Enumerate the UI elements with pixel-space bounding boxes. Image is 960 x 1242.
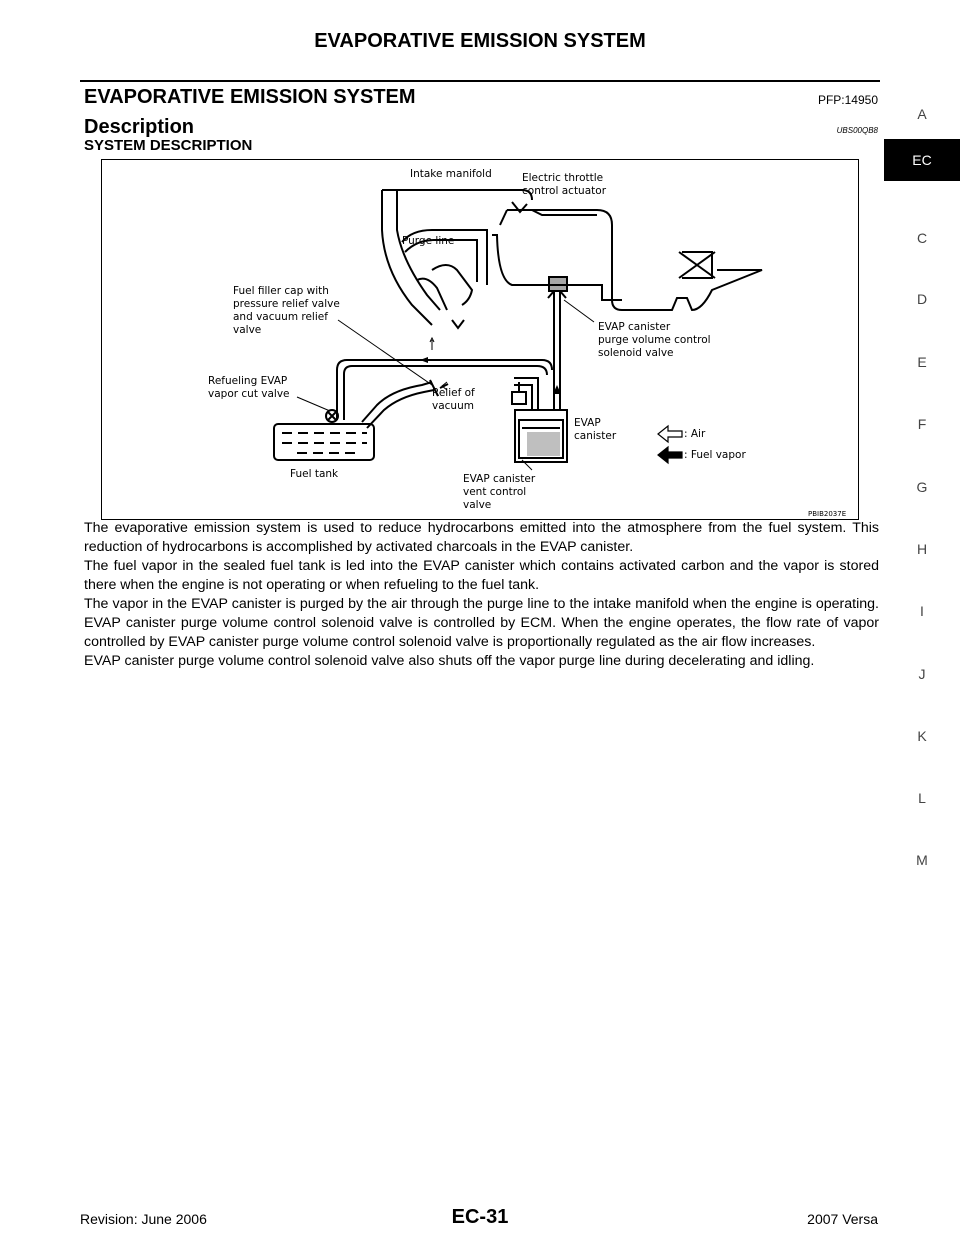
system-diagram xyxy=(101,159,859,520)
air-arrow-icon xyxy=(658,426,682,442)
running-title: EVAPORATIVE EMISSION SYSTEM xyxy=(314,30,646,52)
paragraph-2: The fuel vapor in the sealed fuel tank is led into the EVAP canister which contains activated carbon and the vapor is stored there when the engine is not operating or when refueling to the fuel tank. xyxy=(84,558,879,593)
label-fuel-tank: Fuel tank xyxy=(290,468,339,480)
footer-page-number: EC-31 xyxy=(451,1206,509,1228)
tab-g[interactable]: G xyxy=(916,479,928,495)
label-refueling-valve: Refueling EVAP vapor cut valve xyxy=(208,375,290,400)
label-vent-valve: EVAP canister vent control valve xyxy=(463,473,536,511)
tab-l[interactable]: L xyxy=(918,790,926,806)
tab-ec[interactable]: EC xyxy=(884,139,960,181)
paragraph-1: The evaporative emission system is used to reduce hydrocarbons emitted into the atmosphere from the fuel system. This reduction of hydrocarbons is accomplished by activated charcoals in the EVAP canister. xyxy=(84,520,879,555)
tab-m[interactable]: M xyxy=(916,852,928,868)
legend-fuel-vapor: : Fuel vapor xyxy=(684,449,746,461)
label-purge-line: Purge line xyxy=(402,235,455,247)
intake-runner-outer xyxy=(382,190,432,325)
label-fuel-filler-cap: Fuel filler cap with pressure relief valve and vacuum relief valve xyxy=(233,285,340,336)
description-code: UBS00QB8 xyxy=(836,126,878,135)
tab-i[interactable]: I xyxy=(920,603,924,619)
legend-air: : Air xyxy=(684,428,706,440)
paragraph-3: The vapor in the EVAP canister is purged by the air through the purge line to the intake manifold when the engine is operating. EVAP canister purge volume control solenoid valve is controlled by ECM. When the engine operates, the flow rate of vapor controlled by EVAP canister purge volume control solenoid valve is proportionally regulated as the air flow increases. xyxy=(84,596,879,650)
body-text xyxy=(84,519,879,671)
tab-f[interactable]: F xyxy=(917,416,927,432)
subsection-title: SYSTEM DESCRIPTION xyxy=(84,137,253,154)
description-title: Description xyxy=(84,116,195,138)
diagram-drawing xyxy=(102,160,858,519)
label-relief-vacuum: Relief of vacuum xyxy=(432,387,475,412)
tab-j[interactable]: J xyxy=(918,666,926,682)
footer-revision: Revision: June 2006 xyxy=(80,1211,207,1227)
header-rule xyxy=(80,80,880,82)
section-title: EVAPORATIVE EMISSION SYSTEM xyxy=(84,86,416,108)
tab-k[interactable]: K xyxy=(917,728,927,744)
pfp-code: PFP:14950 xyxy=(817,93,878,107)
label-purge-solenoid: EVAP canister purge volume control solenoid valve xyxy=(598,321,711,359)
fuel-vapor-arrow-icon xyxy=(658,447,682,463)
footer-model: 2007 Versa xyxy=(807,1211,878,1227)
tab-c[interactable]: C xyxy=(916,230,928,246)
paragraph-4: EVAP canister purge volume control solenoid valve also shuts off the vapor purge line during decelerating and idling. xyxy=(84,653,815,669)
tab-e[interactable]: E xyxy=(917,354,927,370)
label-electric-throttle: Electric throttle control actuator xyxy=(522,172,607,197)
label-evap-canister: EVAP canister xyxy=(574,417,617,442)
figure-code: PBIB2037E xyxy=(808,510,847,518)
label-intake-manifold: Intake manifold xyxy=(410,168,492,180)
tab-h[interactable]: H xyxy=(916,541,928,557)
tab-a[interactable]: A xyxy=(917,106,927,122)
tab-d[interactable]: D xyxy=(916,291,928,307)
